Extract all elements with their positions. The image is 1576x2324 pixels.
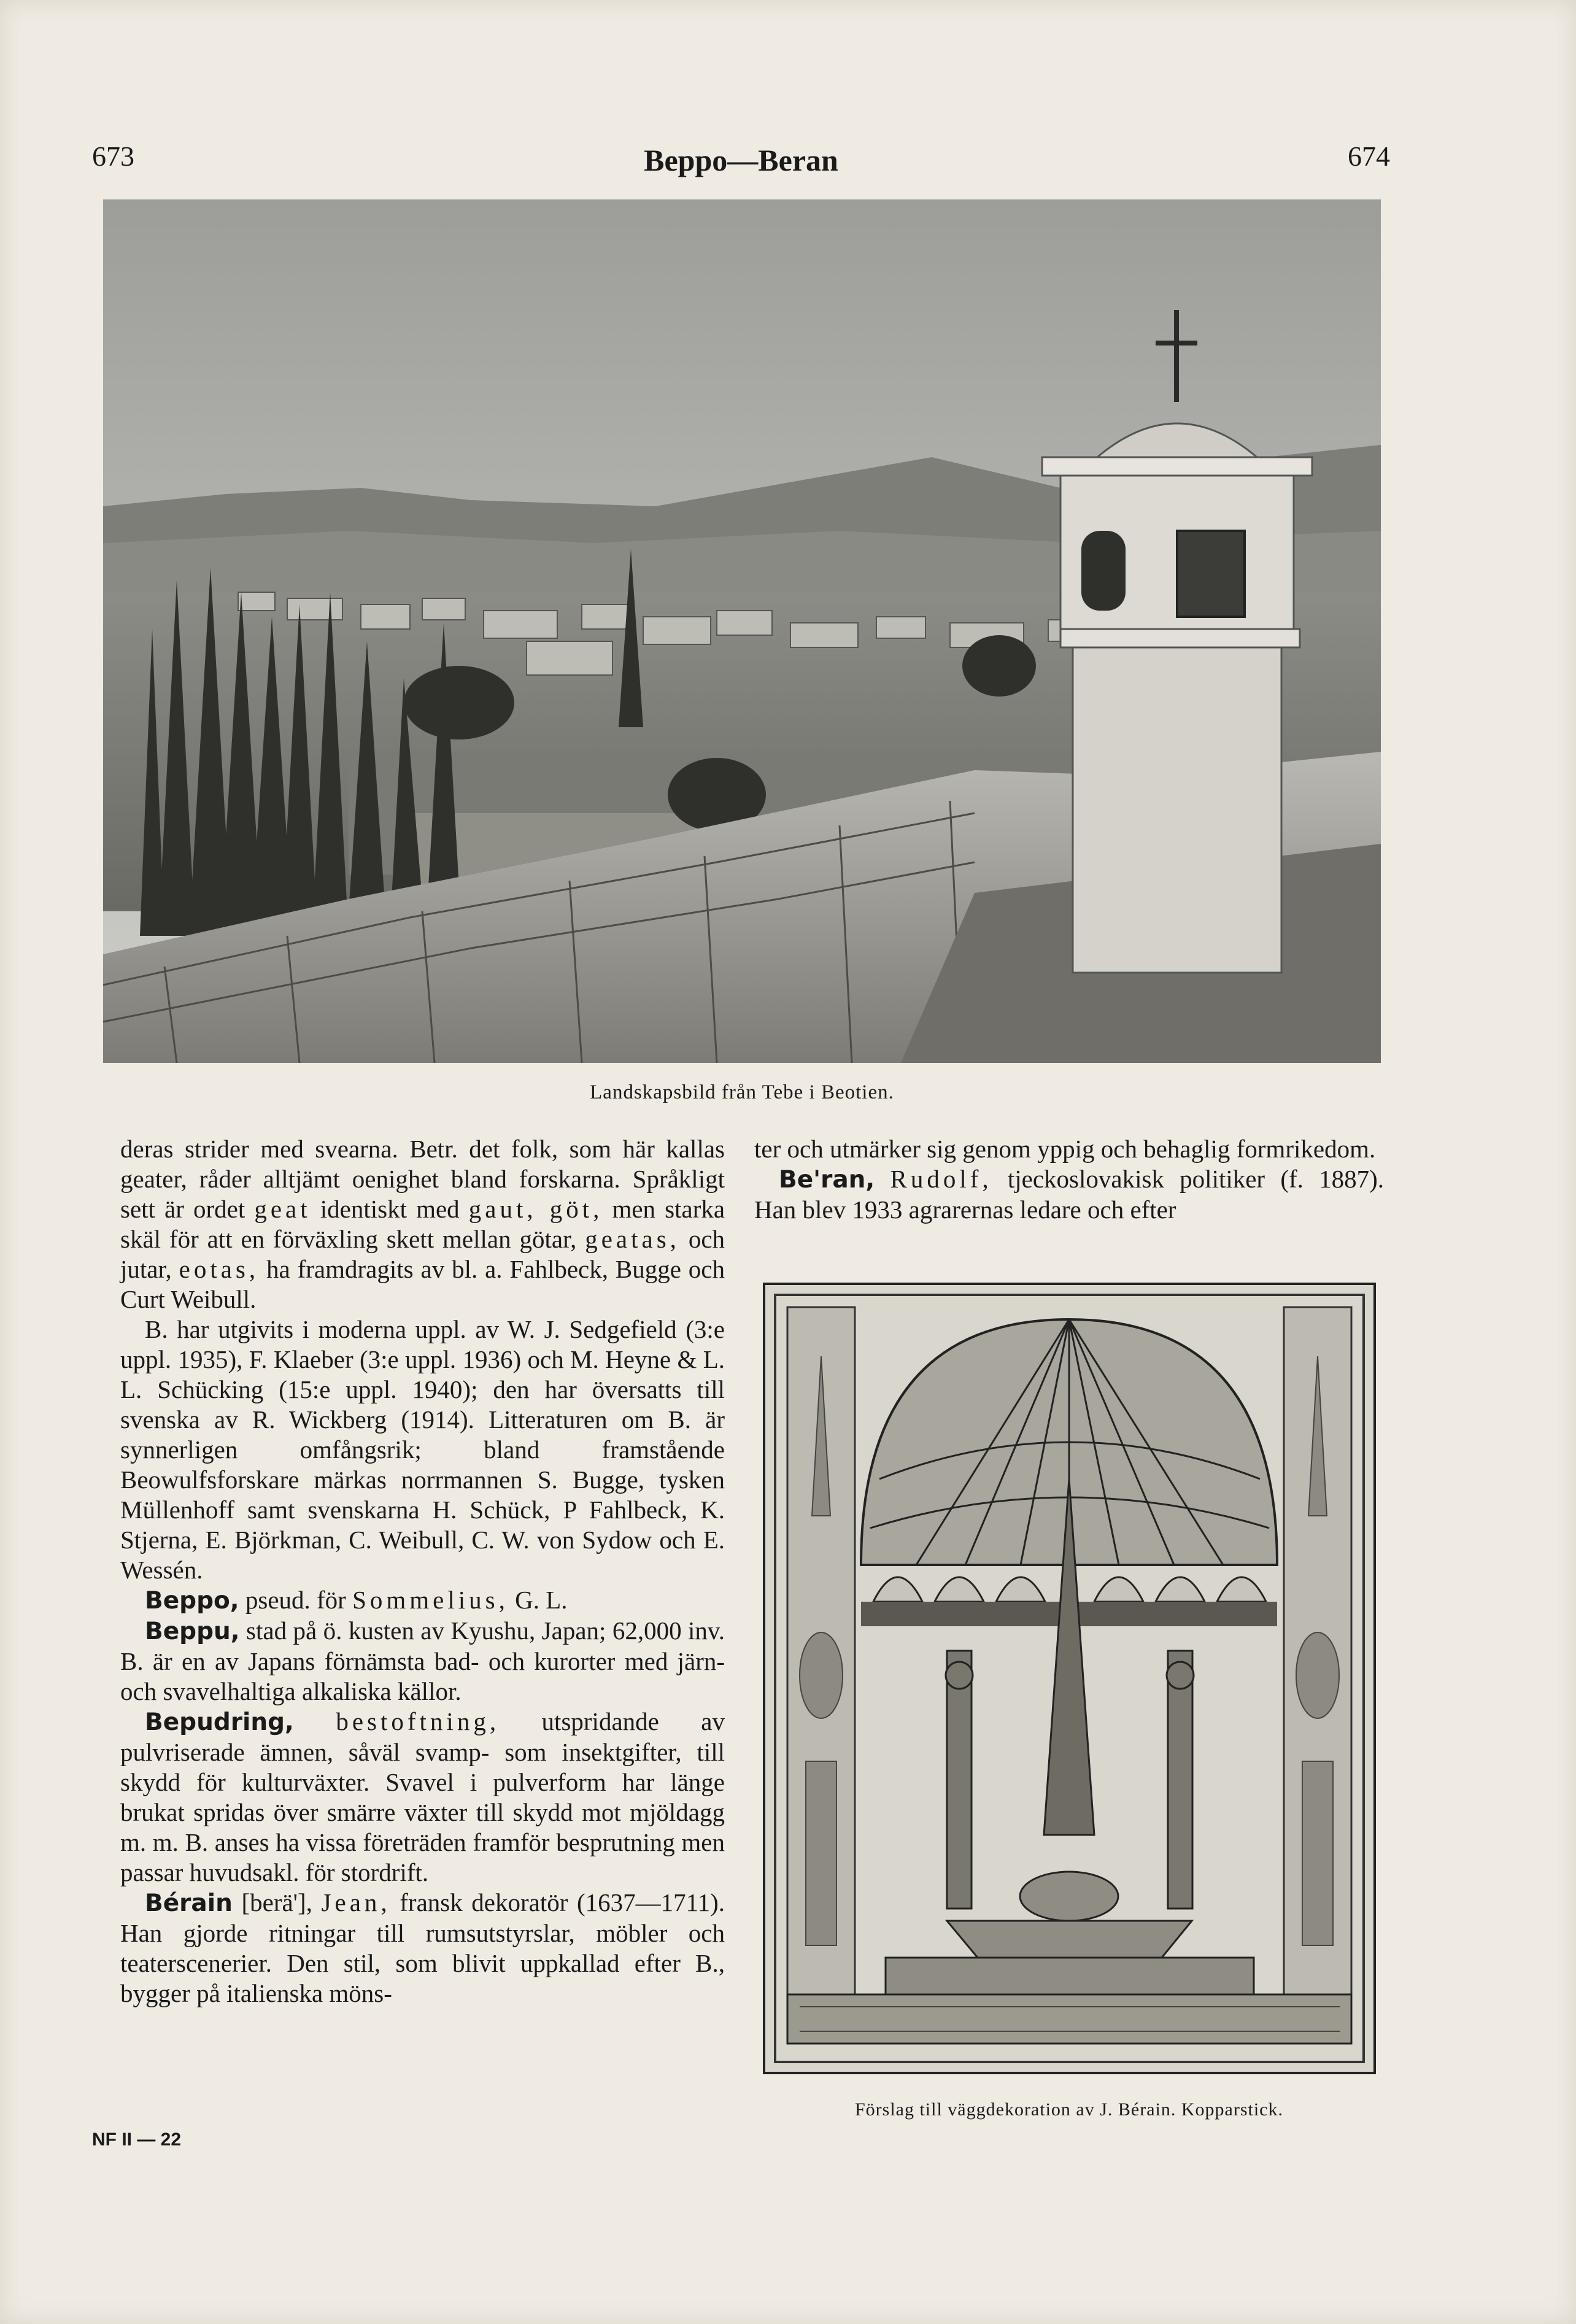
text-span: utspridande av pulvriserade ämnen, såväl svamp- som insektgifter, till skydd för kulturväxter. Svavel i pulverform har länge brukat spridas över smärre växter till skydd mot mjöldagg m. m. B. anses ha vissa företräden framför besprutning men passar huvudsakl. för stordrift. (120, 1707, 725, 1886)
text-span: men starka skäl för att en förväxling skett mellan götar, (120, 1195, 725, 1253)
entry-headword: Bérain (145, 1890, 233, 1917)
continuation-paragraph: ter och utmärker sig genom yppig och behaglig formrikedom. (754, 1135, 1376, 1163)
text-span: G. L. (515, 1586, 568, 1614)
spaced-term: geatas, (585, 1225, 680, 1253)
entry-beppo (120, 1585, 725, 1616)
spaced-term: gaut, göt, (468, 1195, 603, 1223)
text-span: deras strider med svearna. Betr. det folk, som här kallas geater, råder alltjämt oenighet bland forskarna. Språkligt sett är ordet (120, 1135, 725, 1223)
right-column (754, 1134, 1384, 1225)
page-number-right: 674 (1348, 141, 1390, 172)
text-span: och jutar, (120, 1225, 725, 1283)
text-span: fransk dekoratör (1637—1711). Han gjorde ritningar till rumsutstyrslar, möbler och teaterscenerier. Den stil, som blivit uppkallad efter B., bygger på italienska möns- (120, 1888, 725, 2007)
spaced-term: Sommelius, (352, 1586, 509, 1614)
spaced-term: bestoftning, (336, 1707, 500, 1735)
text-span: ha framdragits av bl. a. Fahlbeck, Bugge och Curt Weibull. (120, 1255, 725, 1313)
entry-headword: Beppo, (145, 1587, 239, 1615)
engraving-caption: Förslag till väggdekoration av J. Bérain. Kopparstick. (854, 2099, 1284, 2120)
text-span: pseud. för (245, 1586, 346, 1614)
beowulf-paragraph (120, 1134, 725, 1314)
running-title: Beppo—Beran (644, 143, 838, 177)
text-span: [berä'], (241, 1888, 312, 1917)
page-number-left: 673 (92, 141, 134, 172)
entry-beran (754, 1164, 1384, 1225)
spaced-term: geat (254, 1195, 311, 1223)
entry-bepudring (120, 1707, 725, 1888)
text-span: tjeckoslovakisk politiker (f. 1887). Han blev 1933 agrarernas ledare och efter (754, 1165, 1385, 1224)
entry-headword: Be'ran, (779, 1166, 875, 1194)
text-span: stad på ö. kusten av Kyushu, Japan; 62,000 inv. B. är en av Japans förnämsta bad- och kurorter med järn- och svavelhaltiga alkaliska källor. (120, 1616, 725, 1705)
spaced-term: Rudolf, (890, 1165, 992, 1193)
page-header (92, 140, 1390, 189)
entry-berain (120, 1888, 725, 2009)
engraving-illustration (763, 1283, 1376, 2074)
editions-paragraph: B. har utgivits i moderna uppl. av W. J. Sedgefield (3:e uppl. 1935), F. Klaeber (3:e uppl. 1936) och M. Heyne & L. L. Schücking (15:e uppl. 1940); den har översatts till svenska av R. Wickberg (1914). Litteraturen om B. är synnerligen omfångsrik; bland framstående Beowulfsforskare märkas norrmannen S. Bugge, tysken Müllenhoff samt svenskarna H. Schück, P Fahlbeck, K. Stjerna, E. Björkman, C. Weibull, C. W. von Sydow och E. Wessén. (120, 1315, 725, 1584)
landscape-photo (103, 199, 1381, 1063)
photo-caption: Landskapsbild från Tebe i Beotien. (590, 1081, 894, 1103)
spaced-term: Jean, (321, 1888, 391, 1917)
entry-beppu (120, 1616, 725, 1707)
entry-headword: Beppu, (145, 1618, 240, 1645)
signature-mark: NF II — 22 (92, 2129, 182, 2150)
spaced-term: eotas, (179, 1255, 260, 1283)
text-span: identiskt med (320, 1195, 460, 1223)
left-column (120, 1134, 725, 2009)
entry-headword: Bepudring, (145, 1708, 294, 1736)
